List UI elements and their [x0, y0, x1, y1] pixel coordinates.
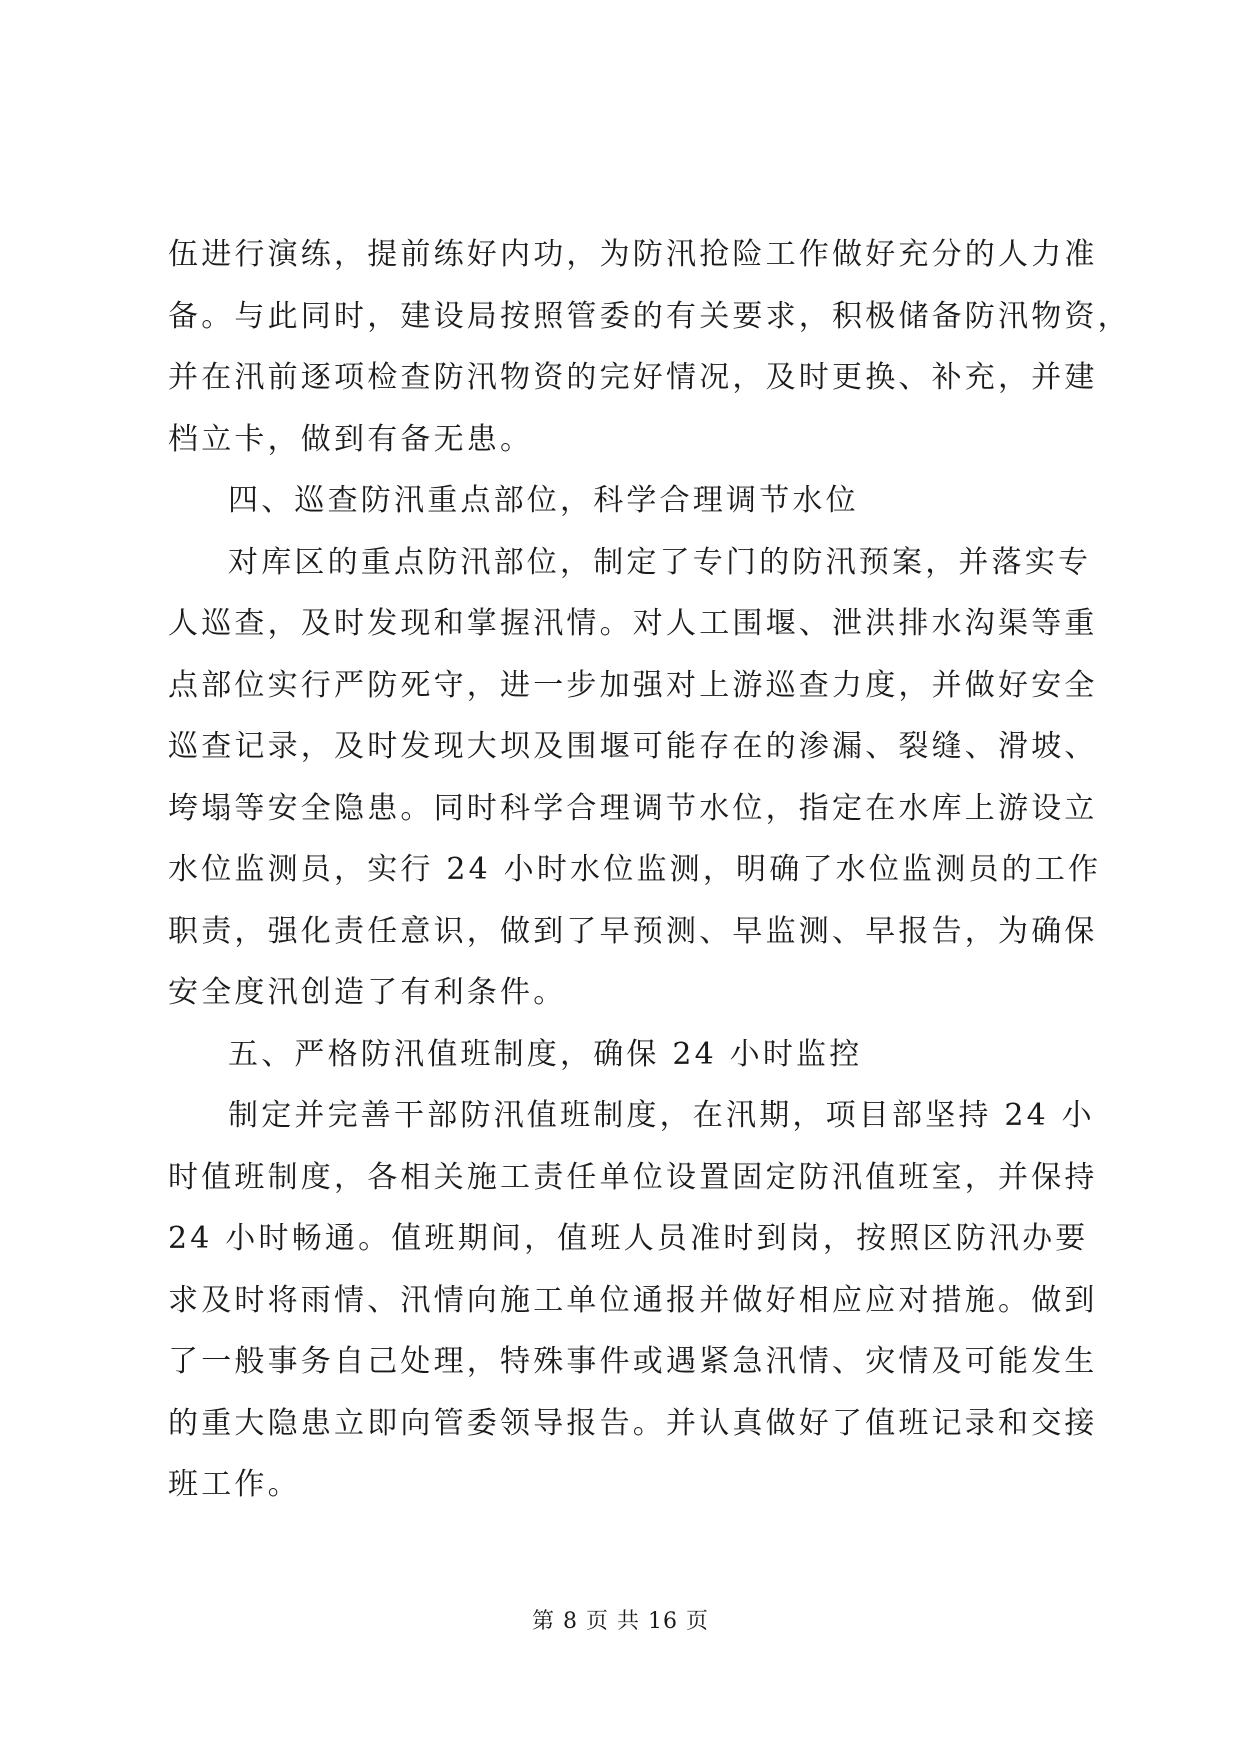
paragraph-patrol — [168, 532, 1102, 1024]
text-line: 并在汛前逐项检查防汛物资的完好情况，及时更换、补充，并建 — [168, 360, 1098, 395]
text-line: 巡查记录，及时发现大坝及围堰可能存在的渗漏、裂缝、滑坡、 — [168, 729, 1098, 764]
text-line: 了一般事务自己处理，特殊事件或遇紧急汛情、灾情及可能发生 — [168, 1344, 1098, 1379]
section-heading-four — [168, 470, 1080, 532]
paragraph-continuation — [168, 224, 1131, 470]
text-line: 求及时将雨情、汛情向施工单位通报并做好相应应对措施。做到 — [168, 1282, 1098, 1318]
page-number: 第 8 页 共 16 页 — [532, 1609, 709, 1634]
paragraph-duty — [168, 1085, 1098, 1516]
text-line: 备。与此同时，建设局按照管委的有关要求，积极储备防汛物资， — [168, 298, 1131, 334]
text-line: 24 小时畅通。值班期间，值班人员准时到岗，按照区防汛办要 — [168, 1221, 1089, 1256]
document-body — [168, 224, 1131, 1516]
heading-text: 五、严格防汛值班制度，确保 24 小时监控 — [228, 1036, 863, 1072]
text-line: 的重大隐患立即向管委领导报告。并认真做好了值班记录和交接 — [168, 1405, 1098, 1441]
page-footer — [0, 1604, 1241, 1635]
text-line: 档立卡，做到有备无患。 — [168, 421, 534, 457]
text-line: 水位监测员，实行 24 小时水位监测，明确了水位监测员的工作 — [168, 852, 1102, 887]
text-line: 职责，强化责任意识，做到了早预测、早监测、早报告，为确保 — [168, 913, 1098, 949]
text-line: 班工作。 — [168, 1467, 301, 1502]
text-line: 对库区的重点防汛部位，制定了专门的防汛预案，并落实专 — [228, 544, 1092, 580]
text-line: 人巡查，及时发现和掌握汛情。对人工围堰、泄洪排水沟渠等重 — [168, 606, 1098, 641]
text-line: 制定并完善干部防汛值班制度，在汛期，项目部坚持 24 小 — [228, 1098, 1095, 1133]
text-line: 伍进行演练，提前练好内功，为防汛抢险工作做好充分的人力准 — [168, 237, 1098, 272]
text-line: 安全度汛创造了有利条件。 — [168, 975, 567, 1010]
text-line: 垮塌等安全隐患。同时科学合理调节水位，指定在水库上游设立 — [168, 790, 1098, 826]
text-line: 点部位实行严防死守，进一步加强对上游巡查力度，并做好安全 — [168, 667, 1098, 703]
heading-text: 四、巡查防汛重点部位，科学合理调节水位 — [228, 483, 859, 518]
section-heading-five — [168, 1024, 1080, 1086]
text-line: 时值班制度，各相关施工责任单位设置固定防汛值班室，并保持 — [168, 1159, 1098, 1195]
